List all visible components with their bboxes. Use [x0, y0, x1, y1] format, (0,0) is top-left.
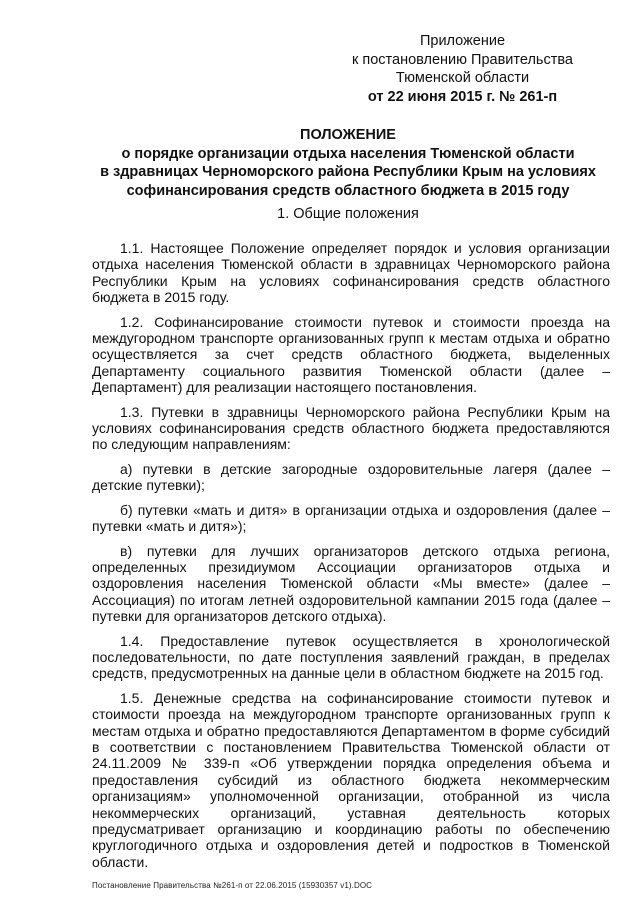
- title-line-1: о порядке организации отдыха населения Тюменской области: [121, 145, 575, 162]
- appendix-date-number: от 22 июня 2015 г. № 261-п: [367, 88, 558, 105]
- list-item-b: б) путевки «мать и дитя» в организации отдыха и оздоровления (далее – путевки «мать и дитя»);: [92, 501, 610, 535]
- appendix-block: [340, 32, 585, 106]
- paragraph-1-2: 1.2. Софинансирование стоимости путевок и стоимости проезда на междугородном транспорте организованных групп к местам отдыха и обратно осуществляется за счет средств областного бюджета, выделенных Департаменту социального развития Тюменской области (далее – Департамент) для реализации настоящего постановления.: [92, 313, 610, 396]
- title-line-3: софинансирования средств областного бюджета в 2015 году: [126, 182, 570, 199]
- document-body: [92, 240, 610, 878]
- paragraph-1-5: 1.5. Денежные средства на софинансирование стоимости путевок и стоимости проезда на междугородном транспорте организованных групп к местам отдыха и обратно предоставляются Департаментом в форме субсидий в соответствии с постановлением Правительства Тюменской области от 24.11.2009 № 339-п «Об утверждении порядка определения объема и предоставления субсидий из областного бюджета некоммерческим организациям» уполномоченной организации, отобранной из числа некоммерческих организаций, уставная деятельность которых предусматривает организацию и координацию работы по обеспечению круглогодичного отдыха и оздоровления детей и подростков в Тюменской области.: [92, 689, 610, 870]
- title-heading: ПОЛОЖЕНИЕ: [300, 127, 396, 143]
- appendix-label: Приложение: [419, 33, 506, 49]
- title-line-2: в здравницах Черноморского района Республики Крым на условиях: [100, 164, 596, 180]
- list-item-c: в) путевки для лучших организаторов детского отдыха региона, определенных президиумом Ассоциации организаторов отдыха и оздоровления населения Тюменской области «Мы вместе» (далее – Ассоциация) по итогам летней оздоровительной кампании 2015 года (далее – путевки для организаторов детского отдыха).: [92, 542, 610, 625]
- document-title: [88, 126, 608, 200]
- list-item-a: а) путевки в детские загородные оздоровительные лагеря (далее – детские путевки);: [92, 460, 610, 494]
- paragraph-1-3: 1.3. Путевки в здравницы Черноморского района Республики Крым на условиях софинансирования средств областного бюджета предоставляются по следующим направлениям:: [92, 403, 610, 453]
- paragraph-1-4: 1.4. Предоставление путевок осуществляется в хронологической последовательности, по дате поступления заявлений граждан, в пределах средств, предусмотренных на данные цели в областном бюджете на 2015 год.: [92, 632, 610, 682]
- section-title: 1. Общие положения: [277, 206, 419, 222]
- appendix-resolution: к постановлению Правительства: [352, 51, 573, 68]
- appendix-region: Тюменской области: [395, 70, 530, 86]
- document-footer: Постановление Правительства №261-п от 22.06.2015 (15930357 v1).DOC: [92, 881, 373, 890]
- paragraph-1-1: 1.1. Настоящее Положение определяет порядок и условия организации отдыха населения Тюменской области в здравницах Черноморского района Республики Крым на условиях софинансирования средств областного бюджета в 2015 году.: [92, 240, 610, 306]
